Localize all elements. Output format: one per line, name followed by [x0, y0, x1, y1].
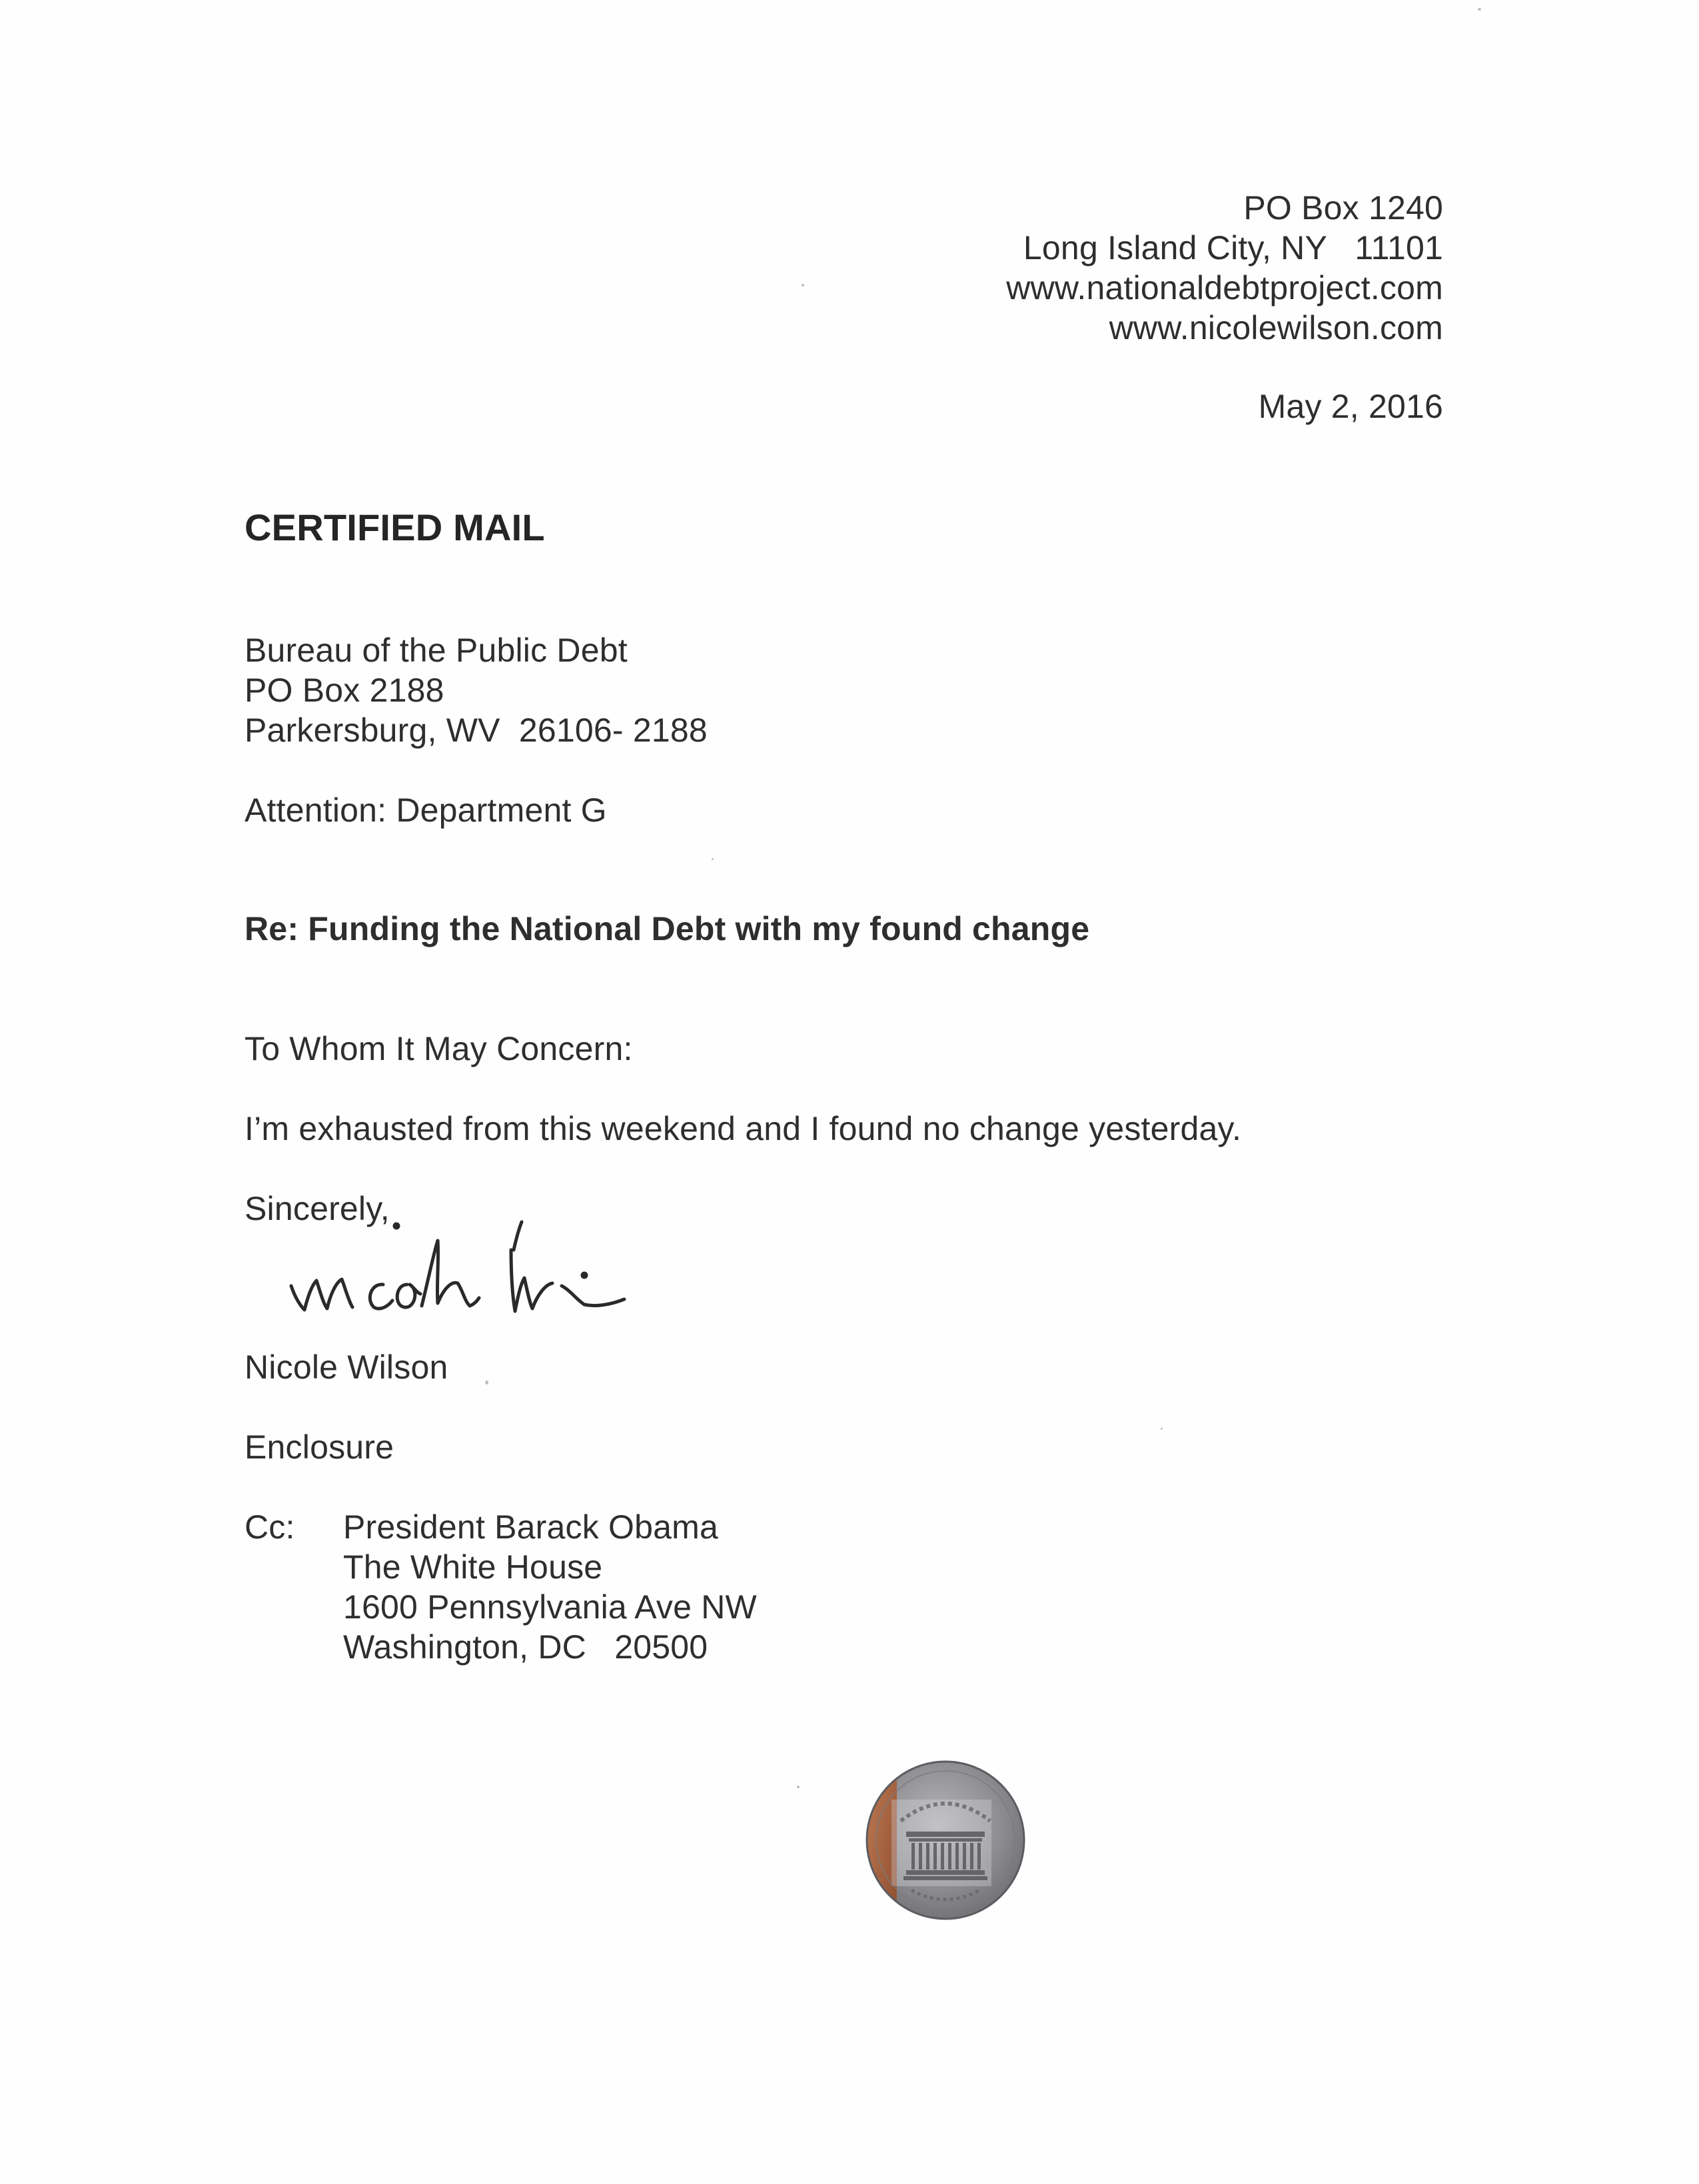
cc-name: President Barack Obama: [343, 1508, 718, 1546]
body-paragraph: I’m exhausted from this weekend and I found no change yesterday.: [245, 1110, 1242, 1147]
sender-address-line1: PO Box 1240: [1243, 189, 1443, 227]
scan-speck: [797, 1786, 800, 1788]
recipient-name: Bureau of the Public Debt: [245, 632, 628, 669]
scan-speck: [1161, 1428, 1163, 1430]
sender-website-1: www.nationaldebtproject.com: [1006, 269, 1443, 306]
delivery-method: CERTIFIED MAIL: [245, 506, 545, 548]
scan-speck: [1478, 8, 1481, 11]
penny-coin-icon: [865, 1760, 1026, 1921]
sender-address-line2: Long Island City, NY 11101: [1023, 229, 1443, 267]
signer-name: Nicole Wilson: [245, 1349, 448, 1386]
cc-address-line3: Washington, DC 20500: [343, 1628, 708, 1666]
cc-address-line1: The White House: [343, 1548, 603, 1586]
scan-speck: [485, 1380, 488, 1384]
enclosure-note: Enclosure: [245, 1428, 394, 1466]
closing: Sincerely,: [245, 1190, 390, 1227]
cc-label: Cc:: [245, 1508, 295, 1546]
handwritten-signature-icon: [283, 1206, 676, 1326]
sender-website-2: www.nicolewilson.com: [1109, 309, 1443, 346]
subject-line: Re: Funding the National Debt with my found change: [245, 910, 1090, 947]
recipient-address-line1: PO Box 2188: [245, 672, 444, 709]
salutation: To Whom It May Concern:: [245, 1030, 633, 1067]
attention-line: Attention: Department G: [245, 792, 607, 829]
letter-date: May 2, 2016: [1258, 388, 1443, 425]
scan-speck: [712, 858, 714, 860]
cc-address-line2: 1600 Pennsylvania Ave NW: [343, 1588, 757, 1626]
recipient-address-line2: Parkersburg, WV 26106- 2188: [245, 712, 708, 749]
scan-speck: [802, 284, 804, 286]
